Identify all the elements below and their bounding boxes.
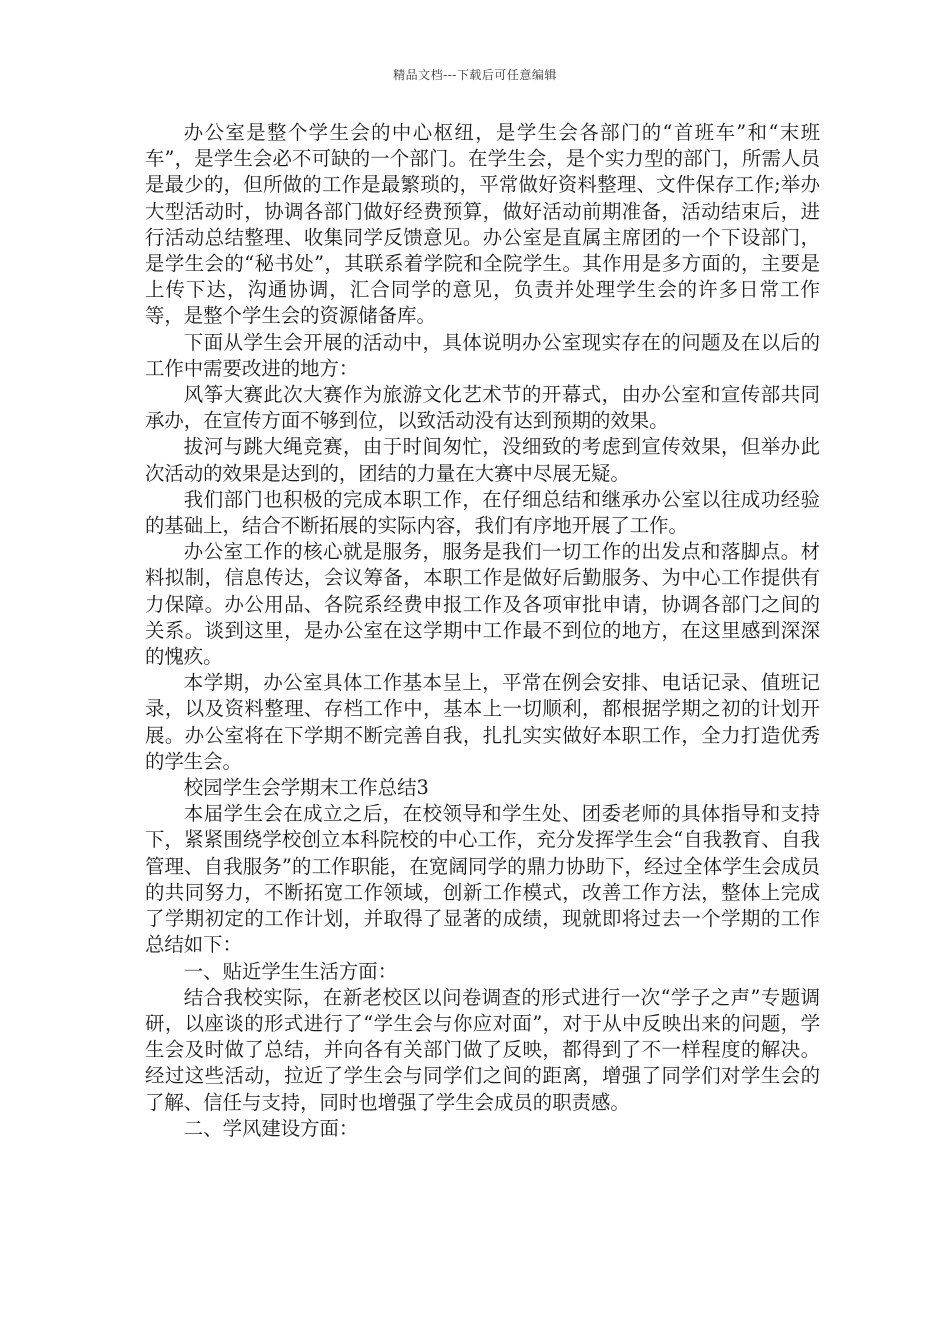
page-header: 精品文档---下载后可任意编辑 xyxy=(393,68,557,82)
paragraph-council-intro: 本届学生会在成立之后，在校领导和学生处、团委老师的具体指导和支持下，紧紧围绕学校创立本科院校的中心工作，充分发挥学生会“自我教育、自我管理、自我服务”的工作职能，在宽阔同学的鼎力协助下，经过全体学生会成员的共同努力，不断拓宽工作领域，创新工作模式，改善工作方法，整体上完成了学期初定的工作计划，并取得了显著的成绩，现就即将过去一个学期的工作总结如下： xyxy=(145,802,820,957)
paragraph-semester-summary: 本学期，办公室具体工作基本呈上，平常在例会安排、电话记录、值班记录，以及资料整理、存档工作中，基本上一切顺利，都根据学期之初的计划开展。办公室将在下学期不断完善自我，扎扎实实做好本职工作，全力打造优秀的学生会。 xyxy=(145,671,820,773)
section-heading-study-style: 二、学风建设方面： xyxy=(183,1116,359,1140)
paragraph-kite-contest: 风筝大赛此次大赛作为旅游文化艺术节的开幕式，由办公室和宣传部共同承办，在宣传方面不够到位，以致活动没有达到预期的效果。 xyxy=(145,383,820,433)
paragraph-department-work: 我们部门也积极的完成本职工作，在仔细总结和继承办公室以往成功经验的基础上，结合不断拓展的实际内容，我们有序地开展了工作。 xyxy=(145,487,820,538)
section-heading-student-life: 一、贴近学生生活方面： xyxy=(183,959,398,983)
paragraph-problems-intro: 下面从学生会开展的活动中，具体说明办公室现实存在的问题及在以后的工作中需要改进的地方： xyxy=(145,330,820,380)
paragraph-student-life: 结合我校实际，在新老校区以问卷调查的形式进行一次“学子之声”专题调研，以座谈的形式进行了“学生会与你应对面”，对于从中反映出来的问题，学生会及时做了总结，并向各有关部门做了反映，都得到了不一样程度的解决。经过这些活动，拉近了学生会与同学们之间的距离，增强了同学们对学生会的了解、信任与支持，同时也增强了学生会成员的职责感。 xyxy=(145,985,820,1114)
paragraph-office-overview: 办公室是整个学生会的中心枢纽，是学生会各部门的“首班车”和“末班车”，是学生会必不可缺的一个部门。在学生会，是个实力型的部门，所需人员是最少的，但所做的工作是最繁琐的，平常做好资料整理、文件保存工作;举办大型活动时，协调各部门做好经费预算，做好活动前期准备，活动结束后，进行活动总结整理、收集同学反馈意见。办公室是直属主席团的一个下设部门，是学生会的“秘书处”，其联系着学院和全院学生。其作用是多方面的，主要是上传下达，沟通协调，汇合同学的意见，负责并处理学生会的许多日常工作等，是整个学生会的资源储备库。 xyxy=(145,121,820,328)
document-body xyxy=(145,120,820,1142)
paragraph-service-core: 办公室工作的核心就是服务，服务是我们一切工作的出发点和落脚点。材料拟制，信息传达，会议筹备，本职工作是做好后勤服务、为中心工作提供有力保障。办公用品、各院系经费申报工作及各项审批申请，协调各部门之间的关系。谈到这里，是办公室在这学期中工作最不到位的地方，在这里感到深深的愧疚。 xyxy=(145,540,820,669)
section-title: 校园学生会学期末工作总结3 xyxy=(183,776,429,800)
paragraph-tug-of-war: 拔河与跳大绳竞赛，由于时间匆忙，没细致的考虑到宣传效果，但举办此次活动的效果是达到的，团结的力量在大赛中尽展无疑。 xyxy=(145,435,820,485)
